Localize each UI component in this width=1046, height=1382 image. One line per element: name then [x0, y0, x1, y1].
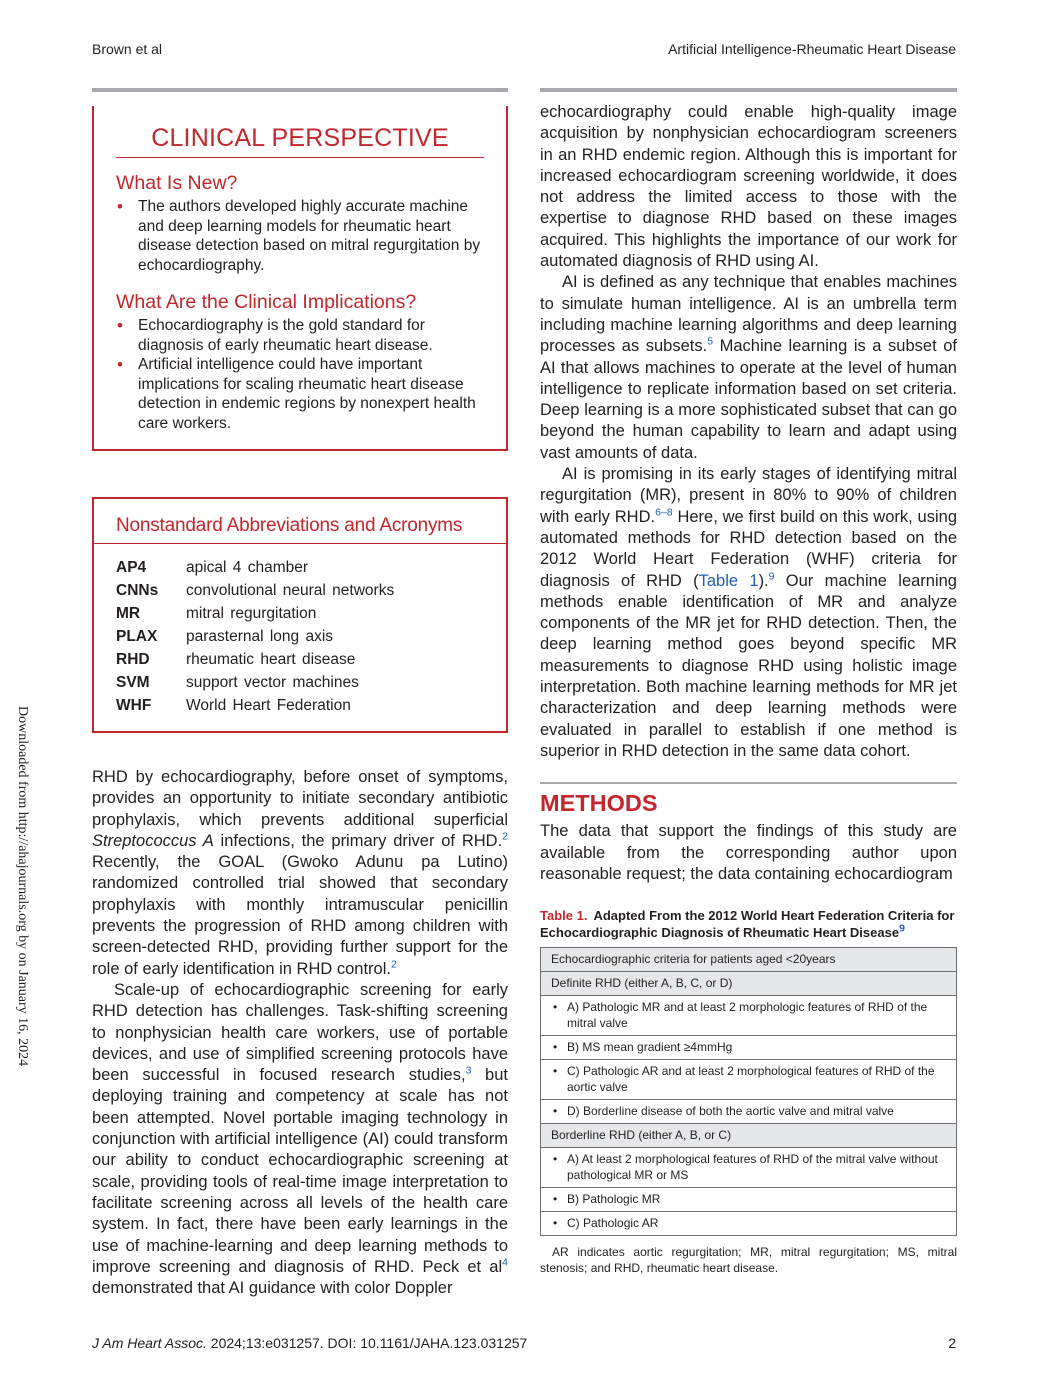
left-body-text: [92, 767, 508, 1299]
body-paragraph: [540, 464, 957, 762]
methods-text: [540, 821, 957, 885]
table-footnote: AR indicates aortic regurgitation; MR, mitral regurgitation; MS, mitral stenosis; and RHD, rheumatic heart disease.: [540, 1245, 957, 1276]
table-label: Table 1.: [540, 908, 588, 924]
right-body-text: [540, 102, 957, 762]
species-name: Streptococcus A: [92, 831, 214, 850]
text-run: Machine learning is a subset of AI that allows machines to operate at the level of human intelligence to replicate information based on set criteria. Deep learning is a more sophisticated subset that can go beyond the human capability to learn and adapt using vast amounts of data.: [540, 337, 957, 462]
abbreviation-row: [94, 671, 506, 694]
list-item: • The authors developed highly accurate machine and deep learning models for rheumatic heart disease detection based on mitral regurgitation by echocardiography.: [116, 197, 484, 275]
citation-link[interactable]: 2: [390, 958, 397, 971]
table-row: • D) Borderline disease of both the aortic valve and mitral valve: [541, 1099, 956, 1123]
table-caption: [540, 907, 957, 941]
abbreviation-term: SVM: [116, 674, 150, 691]
table-row: • C) Pathologic AR: [541, 1211, 956, 1235]
abbreviation-definition: support vector machines: [186, 674, 359, 691]
what-is-new-heading: What Is New?: [116, 172, 238, 194]
abbreviation-term: RHD: [116, 651, 150, 668]
abbreviation-definition: parasternal long axis: [186, 628, 334, 645]
list-item: • Echocardiography is the gold standard for diagnosis of early rheumatic heart disease.: [116, 316, 484, 355]
section-rule: [540, 782, 957, 784]
citation-link[interactable]: 3: [465, 1064, 472, 1077]
text-run: demonstrated that AI guidance with color Doppler: [92, 1279, 453, 1298]
text-run: infections, the primary driver of RHD.: [213, 831, 503, 850]
text-run: Our machine learning methods enable identification of MR and analyze components of the MR jet for RHD detection. Then, the deep learning method goes beyond specific MR measurements to diagnose RHD using holistic image interpretation. Both machine learning methods for MR jet characterization and deep learning methods were evaluated in parallel to establish if one method is superior in RHD detection in the same data cohort.: [540, 571, 957, 760]
abbreviation-definition: mitral regurgitation: [186, 605, 317, 622]
citation-link[interactable]: 9: [768, 570, 775, 583]
text-run: AI is promising in its early stages of identifying mitral regurgitation (MR), present in 80% to 90% of children with early RHD.: [540, 465, 957, 526]
text-run: but deploying training and competency at scale has not been attempted. Novel portable imaging technology in conjunction with artificial intelligence (AI) could transform our ability to conduct echocardiographic screening at scale, providing tools of real-time image interpretation to facilitate screening across all levels of the health care system. In fact, there have been early learnings in the use of machine-learning and deep learning methods to improve screening and diagnosis of RHD. Peck et al: [92, 1066, 508, 1276]
table-reference-link[interactable]: Table 1: [698, 571, 759, 590]
citation-link[interactable]: 9: [899, 922, 905, 935]
citation-text: 2024;13:e031257. DOI: 10.1161/JAHA.123.031257: [206, 1335, 528, 1351]
right-column: [540, 88, 957, 1276]
column-top-rule: [540, 88, 957, 92]
table-header: Echocardiographic criteria for patients aged <20years: [541, 948, 956, 971]
abbreviation-row: [94, 556, 506, 579]
abbreviation-definition: convolutional neural networks: [186, 582, 395, 599]
citation-link[interactable]: 2: [502, 830, 508, 843]
table-row: • A) At least 2 morphological features of RHD of the mitral valve without pathological MR or MS: [541, 1147, 956, 1187]
table-row: • C) Pathologic AR and at least 2 morphological features of RHD of the aortic valve: [541, 1059, 956, 1099]
methods-heading: METHODS: [540, 790, 658, 817]
text-run: Scale-up of echocardiographic screening for early RHD detection has challenges. Task-shifting screening to nonphysician health care workers, use of portable devices, and use of simplified screening protocols have been successful in focused research studies,: [92, 980, 508, 1085]
text-run: RHD by echocardiography, before onset of symptoms, provides an opportunity to initiate secondary antibiotic prophylaxis, which prevents additional superficial: [92, 768, 508, 829]
text-run: AI is defined as any technique that enables machines to simulate human intelligence. AI is an umbrella term including machine learning algorithms and deep learning processes as subsets.: [540, 273, 957, 356]
running-header-title: Artificial Intelligence-Rheumatic Heart Disease: [668, 41, 956, 57]
abbreviation-row: [94, 694, 506, 717]
abbreviation-row: [94, 602, 506, 625]
table-subheading: Definite RHD (either A, B, C, or D): [541, 971, 956, 995]
table-row: • A) Pathologic MR and at least 2 morphologic features of RHD of the mitral valve: [541, 995, 956, 1035]
page-number: 2: [948, 1335, 956, 1351]
table-caption-text: Adapted From the 2012 World Heart Federation Criteria for Echocardiographic Diagnosis of Rheumatic Heart Disease: [540, 908, 955, 941]
abbreviation-term: AP4: [116, 559, 147, 576]
citation-link[interactable]: 5: [707, 335, 714, 348]
table-row: • B) Pathologic MR: [541, 1187, 956, 1211]
journal-name: J Am Heart Assoc.: [92, 1335, 207, 1351]
citation-link[interactable]: 6–8: [655, 506, 673, 519]
abbreviation-row: [94, 579, 506, 602]
abbreviation-term: WHF: [116, 697, 152, 714]
criteria-table: [540, 947, 957, 1236]
download-watermark: Downloaded from http://ahajournals.org by on January 16, 2024: [15, 706, 30, 1067]
footer-citation: [92, 1335, 527, 1351]
abbreviation-term: CNNs: [116, 582, 159, 599]
abbreviation-definition: apical 4 chamber: [186, 559, 309, 576]
clinical-implications-heading: What Are the Clinical Implications?: [116, 291, 417, 313]
abbreviation-row: [94, 648, 506, 671]
abbreviation-definition: rheumatic heart disease: [186, 651, 356, 668]
abbreviation-row: [94, 625, 506, 648]
abbreviation-term: PLAX: [116, 628, 158, 645]
table-subheading: Borderline RHD (either A, B, or C): [541, 1123, 956, 1147]
text-run: Recently, the GOAL (Gwoko Adunu pa Lutino) randomized controlled trial showed that secondary prophylaxis with monthly intramuscular penicillin prevents the progression of RHD among children with screen-detected RHD, providing further support for the role of early identification in RHD control.: [92, 853, 508, 978]
list-item: • Artificial intelligence could have important implications for scaling rheumatic heart disease detection in endemic regions by nonexpert health care workers.: [116, 355, 484, 433]
citation-link[interactable]: 4: [502, 1256, 508, 1269]
text-run: Here, we first build on this work, using automated methods for RHD detection based on the 2012 World Heart Federation (WHF) criteria for diagnosis of RHD (: [540, 507, 957, 590]
body-paragraph: [92, 767, 508, 980]
abbreviation-definition: World Heart Federation: [186, 697, 351, 714]
body-paragraph: [92, 980, 508, 1299]
table-row: • B) MS mean gradient ≥4mmHg: [541, 1035, 956, 1059]
text-run: ).: [758, 571, 769, 590]
running-header-authors: Brown et al: [92, 41, 163, 57]
clinical-implications-list: [116, 316, 484, 433]
clinical-perspective-title: CLINICAL PERSPECTIVE: [116, 124, 484, 158]
column-top-rule: [92, 88, 508, 92]
body-paragraph: [540, 272, 957, 464]
abbreviations-title: Nonstandard Abbreviations and Acronyms: [94, 515, 506, 544]
what-is-new-list: [116, 197, 484, 275]
left-column: [92, 88, 508, 1299]
body-paragraph: The data that support the findings of this study are available from the corresponding author upon reasonable request; the data containing echocardiogram: [540, 822, 957, 883]
abbreviation-term: MR: [116, 605, 141, 622]
body-paragraph: echocardiography could enable high-quality image acquisition by nonphysician echocardiogram screeners in an RHD endemic region. Although this is important for increased echocardiogram screening worldwide, it does not address the limited access to those with the expertise to diagnose RHD based on these images acquired. This highlights the importance of our work for automated diagnosis of RHD using AI.: [540, 103, 957, 271]
abbreviations-box: [92, 497, 508, 733]
clinical-perspective-box: [92, 106, 508, 451]
